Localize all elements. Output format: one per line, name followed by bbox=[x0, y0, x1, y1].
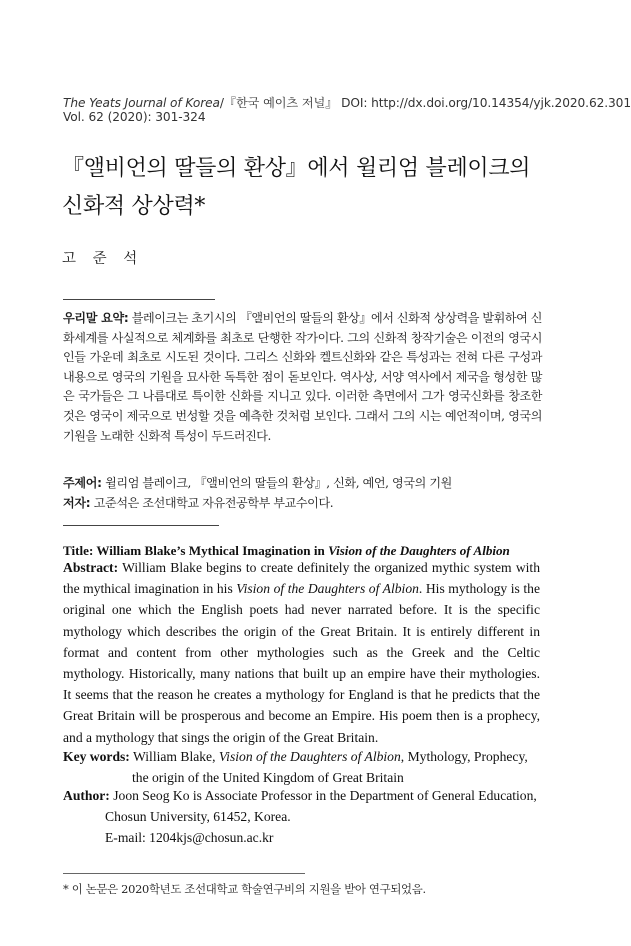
author-email[interactable]: E-mail: 1204kjs@chosun.ac.kr bbox=[105, 829, 274, 845]
korean-abstract bbox=[63, 309, 542, 446]
english-keywords bbox=[63, 747, 540, 788]
journal-name: The Yeats Journal of Korea bbox=[63, 96, 220, 110]
english-abstract bbox=[63, 557, 540, 748]
english-abstract-part-2: . His mythology is the original one which the English poets had never narrated before. It is the specific mythology which describes the origin of the Great Britain. It is entirely different in format and content from other mythologies such as the Greek and the Celtic mythology. Historically, many nations that built up an empire have their mythologies. It seems that the reason he creates a mythology for England is that he predicts that the Great Britain will be prosperous and become an Empire. His poem then is a prophecy, and a mythology that sings the origin of the Great Britain. bbox=[63, 581, 540, 745]
korean-author-text: 고준석은 조선대학교 자유전공학부 부교수이다. bbox=[90, 496, 334, 510]
korean-abstract-label: 우리말 요약: bbox=[63, 311, 129, 325]
english-author bbox=[63, 786, 540, 848]
author-name: 고 준 석 bbox=[62, 251, 144, 267]
english-abstract-work: Vision of the Daughters of Albion bbox=[236, 581, 419, 597]
doi-link[interactable]: DOI: http://dx.doi.org/10.14354/yjk.2020.62.301 bbox=[337, 96, 631, 110]
korean-keywords-text: 윌리엄 블레이크, 『앨비언의 딸들의 환상』, 신화, 예언, 영국의 기원 bbox=[101, 476, 452, 490]
footnote: * 이 논문은 2020학년도 조선대학교 학술연구비의 지원을 받아 연구되었음. bbox=[63, 882, 426, 896]
title-line-1: 『앨비언의 딸들의 환상』에서 윌리엄 블레이크의 bbox=[62, 156, 531, 181]
english-author-line-1: Joon Seog Ko is Associate Professor in the Department of General Education, bbox=[109, 788, 537, 803]
english-author-label: Author: bbox=[63, 788, 110, 803]
english-abstract-label: Abstract: bbox=[63, 560, 119, 575]
journal-korean-name: /『한국 예이츠 저널』 bbox=[219, 96, 338, 110]
english-title-label: Title: William Blake’s Mythical Imagination in bbox=[63, 543, 325, 558]
english-keywords-work: Vision of the Daughters of Albion bbox=[218, 749, 401, 764]
english-author-line-2: Chosun University, 61452, Korea. bbox=[105, 808, 291, 824]
english-keywords-label: Key words: bbox=[63, 749, 130, 764]
korean-author-label: 저자: bbox=[63, 496, 91, 510]
korean-keywords bbox=[63, 474, 543, 491]
english-title-work: Vision of the Daughters of Albion bbox=[328, 543, 510, 558]
korean-keywords-label: 주제어: bbox=[63, 476, 102, 490]
english-keywords-line-2: the origin of the United Kingdom of Great Britain bbox=[132, 769, 404, 785]
korean-abstract-text: 블레이크는 초기시의 『앨비언의 딸들의 환상』에서 신화적 상상력을 발휘하여 신화세계를 사실적으로 체계화를 최초로 단행한 작가이다. 그의 신화적 창작기술은 이전의 영국시인들 가운데 최초로 시도된 것이다. 그리스 신화와 켈트신화와 같은 특성과는 전혀 다른 구성과 내용으로 영국의 기원을 묘사한 독특한 점이 돋보인다. 역사상, 서양 역사에서 제국을 형성한 많은 국가들은 그 나름대로 특이한 신화를 지니고 있다. 이러한 측면에서 그가 영국신화를 창조한 것은 영국이 제국으로 번성할 것을 예측한 것처럼 보인다. 그래서 그의 시는 예언적이며, 영국의 기원을 노래한 신화적 특성이 두드러진다. bbox=[63, 311, 542, 443]
section-divider-top bbox=[63, 299, 215, 300]
english-keywords-part-2: , Mythology, Prophecy, bbox=[400, 749, 528, 764]
english-keywords-part-1: William Blake, bbox=[129, 749, 219, 764]
korean-author-note bbox=[63, 494, 543, 511]
english-abstract-part-1: William Blake begins to create definitely the organized mythic system with the mythical imagination in his bbox=[63, 560, 540, 597]
title-line-2: 신화적 상상력* bbox=[62, 194, 206, 219]
journal-citation-line bbox=[63, 94, 631, 111]
footnote-divider bbox=[63, 873, 305, 874]
paper-title bbox=[62, 150, 542, 226]
volume-line: Vol. 62 (2020): 301-324 bbox=[63, 110, 206, 124]
section-divider-middle bbox=[63, 525, 219, 526]
